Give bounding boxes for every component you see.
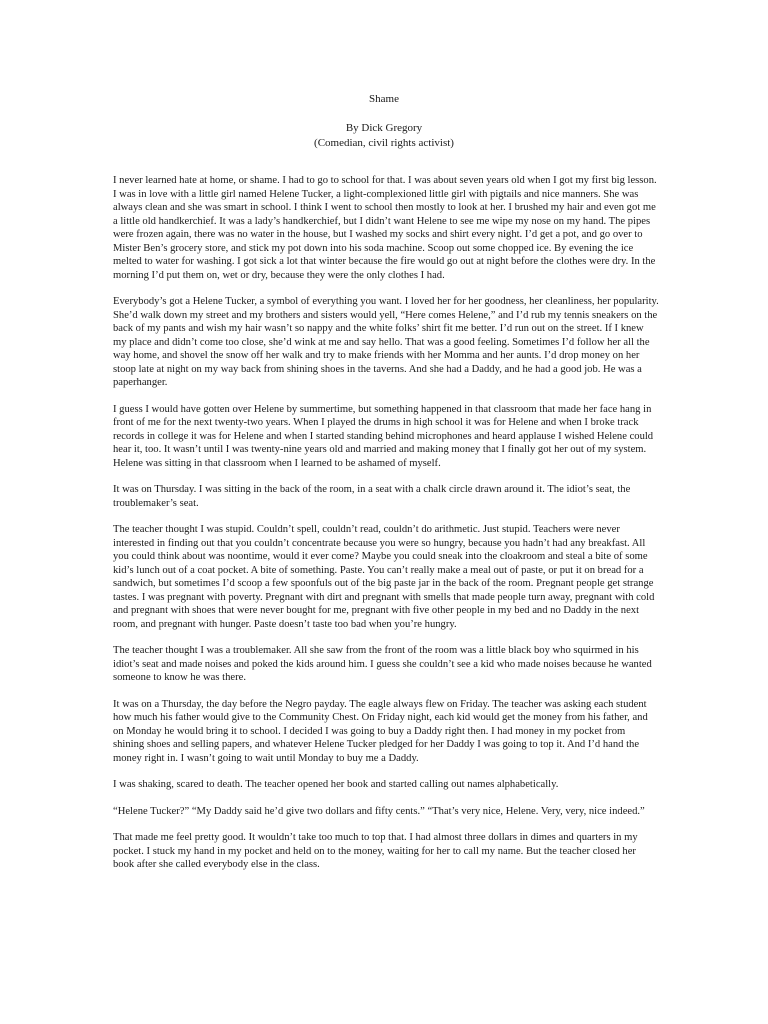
paragraph: Everybody’s got a Helene Tucker, a symbol of everything you want. I loved her for her goodness, her cleanliness, her popularity. She’d walk down my street and my brothers and sisters would yell, “Here comes Helene,” and I’d rub my tennis sneakers on the back of my pants and wish my hair wasn’t so nappy and the white folks’ shirt fit me better. I’d run out on the street. If I knew my place and didn’t come too close, she’d wink at me and say hello. That was a good feeling. Sometimes I’d follow her all the way home, and shovel the snow off her walk and try to make friends with her Momma and her aunts. I’d drop money on her stoop late at night on my way back from shining shoes in the taverns. And she had a Daddy, and he had a good job. He was a paperhanger.: [113, 296, 659, 388]
paragraph: The teacher thought I was stupid. Couldn’t spell, couldn’t read, couldn’t do arithmetic. Just stupid. Teachers were never interested in finding out that you couldn’t concentrate because you were so hungry, because you hadn’t had any breakfast. All you could think about was noontime, would it ever come? Maybe you could sneak into the cloakroom and steal a bite of some kid’s lunch out of a coat pocket. A bite of something. Paste. You can’t really make a meal out of paste, or put it on bread for a sandwich, but sometimes I’d scoop a few spoonfuls out of the big paste jar in the back of the room. Pregnant people get strange tastes. I was pregnant with poverty. Pregnant with dirt and pregnant with smells that made people turn away, pregnant with cold and pregnant with shoes that were never bought for me, pregnant with five other people in my bed and no Daddy in the next room, and pregnant with hunger. Paste doesn’t taste too bad when you’re hungry.: [113, 524, 655, 630]
byline: [0, 121, 768, 151]
document-body: [113, 174, 659, 885]
author-line: By Dick Gregory: [345, 122, 423, 134]
paragraph: It was on a Thursday, the day before the Negro payday. The eagle always flew on Friday. The teacher was asking each student how much his father would give to the Community Chest. On Friday night, each kid would get the money from his father, and on Monday he would bring it to school. I decided I was going to buy a Daddy right then. I had money in my pocket from shining shoes and selling papers, and whatever Helene Tucker pledged for her Daddy I was going to top it. And I’d hand the money right in. I wasn’t going to wait until Monday to buy me a Daddy.: [113, 698, 648, 764]
paragraph: “Helene Tucker?” “My Daddy said he’d give two dollars and fifty cents.” “That’s very nice, Helene. Very, very, nice indeed.”: [113, 805, 645, 817]
paragraph: I guess I would have gotten over Helene by summertime, but something happened in that classroom that made her face hang in front of me for the next twenty-two years. When I played the drums in high school it was for Helene and when I broke track records in college it was for Helene and when I started standing behind microphones and heard applause I wished Helene could hear it, too. It wasn’t until I was twenty-nine years old and married and making money that I finally got her out of my system. Helene was sitting in that classroom when I learned to be ashamed of myself.: [113, 403, 654, 469]
paragraph: The teacher thought I was a troublemaker. All she saw from the front of the room was a little black boy who squirmed in his idiot’s seat and made noises and poked the kids around him. I guess she couldn’t see a kid who made noises because he wanted someone to know he was there.: [113, 645, 652, 683]
document-title: Shame: [369, 93, 399, 105]
paragraph: I never learned hate at home, or shame. I had to go to school for that. I was about seven years old when I got my first big lesson. I was in love with a little girl named Helene Tucker, a light-complexioned little girl with pigtails and nice manners. She was always clean and she was smart in school. I think I went to school then mostly to look at her. I brushed my hair and even got me a little old handkerchief. It was a lady’s handkerchief, but I didn’t want Helene to see me wipe my nose on my hand. The pipes were frozen again, there was no water in the house, but I washed my socks and shirt every night. I’d get a pot, and go over to Mister Ben’s grocery store, and stick my pot down into his soda machine. Scoop out some chopped ice. By evening the ice melted to water for washing. I got sick a lot that winter because the fire would go out at night before the clothes were dry. In the morning I’d put them on, wet or dry, because they were the only clothes I had.: [113, 175, 657, 281]
author-description: (Comedian, civil rights activist): [314, 137, 454, 149]
paragraph: It was on Thursday. I was sitting in the back of the room, in a seat with a chalk circle drawn around it. The idiot’s seat, the troublemaker’s seat.: [113, 484, 631, 509]
paragraph: That made me feel pretty good. It wouldn’t take too much to top that. I had almost three dollars in dimes and quarters in my pocket. I stuck my hand in my pocket and held on to the money, waiting for her to call my name. But the teacher closed her book after she called everybody else in the class.: [113, 832, 638, 870]
paragraph: I was shaking, scared to death. The teacher opened her book and started calling out names alphabetically.: [113, 779, 559, 790]
